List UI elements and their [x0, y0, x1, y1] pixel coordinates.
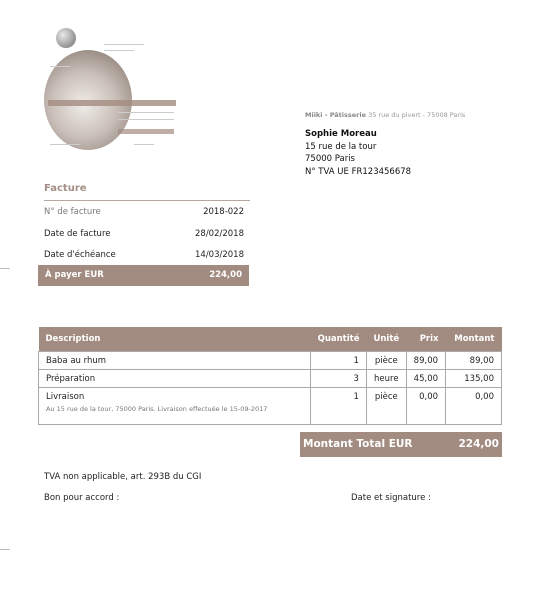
title-divider — [44, 200, 250, 201]
amount-due-bar — [38, 265, 249, 286]
row-description: Livraison — [46, 392, 85, 402]
row-price: 0,00 — [406, 388, 445, 425]
table-row — [39, 370, 502, 388]
total-label: Montant Total EUR — [303, 438, 413, 450]
row-amount: 135,00 — [446, 370, 502, 388]
col-header-description: Description — [39, 327, 311, 352]
due-date-label: Date d'échéance — [44, 250, 116, 260]
total-bar — [300, 432, 502, 457]
logo-line — [50, 66, 70, 67]
signature-label: Date et signature : — [351, 493, 431, 503]
logo-image — [44, 22, 176, 152]
recipient-name: Sophie Moreau — [305, 129, 377, 139]
row-unit: pièce — [366, 388, 406, 425]
logo-band — [118, 129, 174, 134]
due-date-value: 14/03/2018 — [195, 250, 244, 260]
row-quantity: 1 — [310, 352, 366, 370]
recipient-city: 75000 Paris — [305, 154, 355, 164]
items-table — [38, 327, 502, 425]
row-price: 45,00 — [406, 370, 445, 388]
recipient-vat: N° TVA UE FR123456678 — [305, 166, 412, 177]
sender-name: Miiki - Pâtisserie — [305, 111, 366, 119]
invoice-date-row — [44, 229, 244, 241]
row-unit: pièce — [366, 352, 406, 370]
sender-line — [305, 111, 465, 119]
table-header-row — [39, 327, 502, 352]
table-row — [39, 388, 502, 425]
row-description: Baba au rhum — [39, 352, 311, 370]
logo-line — [104, 50, 134, 51]
logo-band — [48, 100, 176, 106]
logo-line — [104, 44, 144, 45]
row-description: Préparation — [39, 370, 311, 388]
logo-line — [134, 144, 154, 145]
invoice-number-label: N° de facture — [44, 207, 101, 217]
invoice-date-label: Date de facture — [44, 229, 111, 239]
invoice-date-value: 28/02/2018 — [195, 229, 244, 239]
col-header-price: Prix — [406, 327, 445, 352]
invoice-number-value: 2018-022 — [203, 207, 244, 217]
table-row — [39, 352, 502, 370]
logo-line — [50, 144, 80, 145]
invoice-number-row — [44, 207, 244, 219]
row-amount: 89,00 — [446, 352, 502, 370]
fold-mark-top — [0, 268, 10, 269]
recipient-address — [305, 128, 411, 178]
row-quantity: 3 — [310, 370, 366, 388]
vat-note: TVA non applicable, art. 293B du CGI — [44, 472, 202, 482]
logo-line — [118, 112, 174, 113]
col-header-quantity: Quantité — [310, 327, 366, 352]
logo-line — [118, 119, 174, 120]
col-header-amount: Montant — [446, 327, 502, 352]
row-price: 89,00 — [406, 352, 445, 370]
sender-address: 35 rue du pivert - 75008 Paris — [368, 111, 466, 119]
logo-ornament — [56, 28, 76, 48]
invoice-title: Facture — [44, 183, 87, 194]
row-note: Au 15 rue de la tour, 75000 Paris. Livraison effectuée le 15-09-2017 — [46, 405, 268, 413]
due-date-row — [44, 250, 244, 262]
row-amount: 0,00 — [446, 388, 502, 425]
amount-due-value: 224,00 — [209, 270, 242, 280]
fold-mark-bottom — [0, 549, 10, 550]
row-quantity: 1 — [310, 388, 366, 425]
col-header-unit: Unité — [366, 327, 406, 352]
row-description-cell — [39, 388, 311, 425]
approval-label: Bon pour accord : — [44, 493, 120, 503]
recipient-street: 15 rue de la tour — [305, 141, 377, 152]
amount-due-label: À payer EUR — [45, 270, 104, 280]
row-unit: heure — [366, 370, 406, 388]
total-value: 224,00 — [458, 438, 499, 450]
